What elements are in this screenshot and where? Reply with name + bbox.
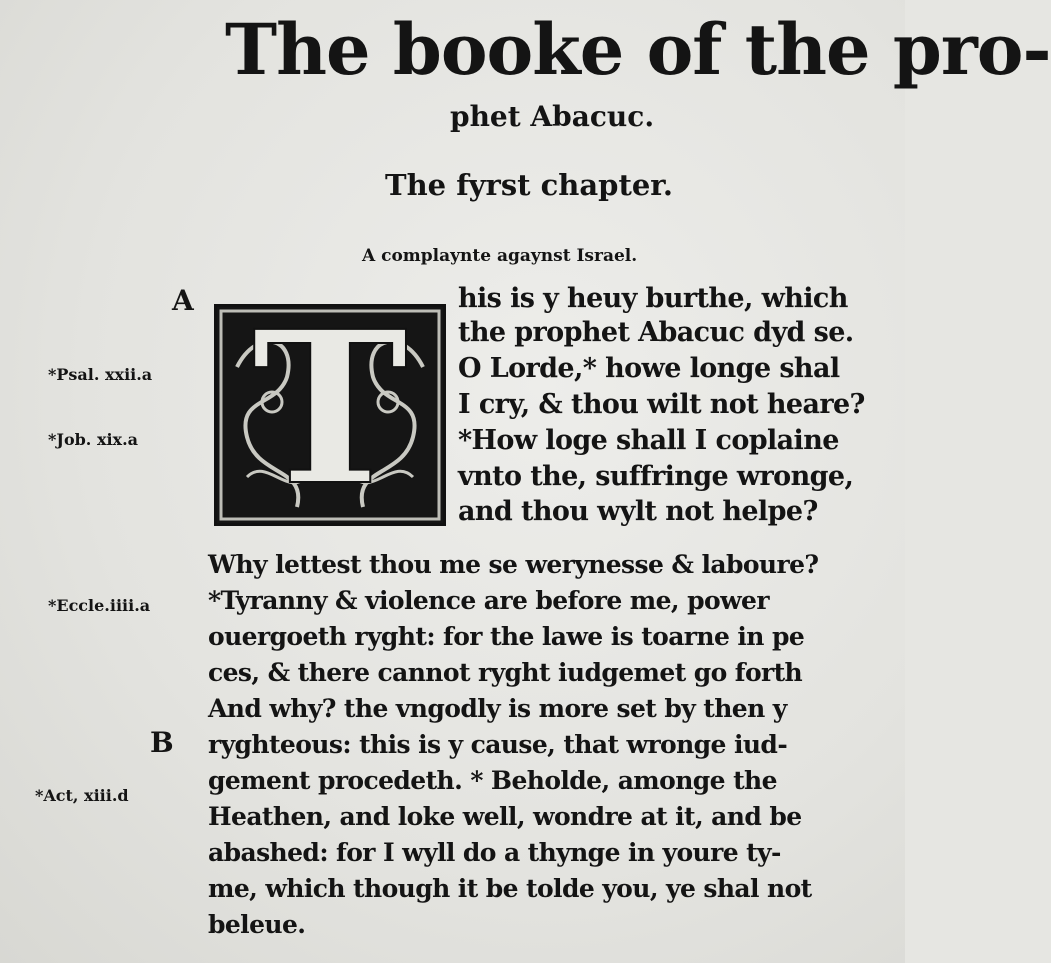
- margin-letter-a: A: [172, 284, 194, 317]
- text-line: abashed: for I wyll do a thynge in youre ty-: [208, 838, 781, 867]
- text-line: beleue.: [208, 910, 306, 939]
- text-line: ryghteous: this is y cause, that wronge iud-: [208, 730, 788, 759]
- chapter-summary: A complaynte agaynst Israel.: [362, 246, 638, 266]
- chapter-heading: The fyrst chapter.: [385, 168, 674, 202]
- text-line: Heathen, and loke well, wondre at it, and be: [208, 802, 802, 831]
- text-line: the prophet Abacuc dyd se.: [458, 317, 854, 348]
- text-line: *How loge shall I coplaine: [458, 425, 839, 456]
- margin-note: *Job. xix.a: [48, 430, 139, 449]
- book-title-continued: phet Abacuc.: [450, 100, 655, 133]
- text-line: Why lettest thou me se werynesse & laboure?: [208, 550, 819, 579]
- text-line: I cry, & thou wilt not heare?: [458, 389, 865, 420]
- text-line: and thou wylt not helpe?: [458, 496, 818, 527]
- book-title: The booke of the pro-: [225, 8, 1051, 91]
- text-line: ces, & there cannot ryght iudgemet go forth: [208, 658, 803, 687]
- text-line: And why? the vngodly is more set by then y: [208, 694, 787, 723]
- margin-note: *Act, xiii.d: [35, 786, 129, 805]
- text-line: me, which though it be tolde you, ye shal not: [208, 874, 812, 903]
- text-line: gement procedeth. * Beholde, amonge the: [208, 766, 777, 795]
- initial-letter: T: [251, 285, 409, 532]
- text-line: ouergoeth ryght: for the lawe is toarne in pe: [208, 622, 805, 651]
- text-line: *Tyranny & violence are before me, power: [208, 586, 769, 615]
- text-line: his is y heuy burthe, which: [458, 283, 848, 314]
- decorated-initial: [214, 285, 446, 532]
- text-line: O Lorde,* howe longe shal: [458, 353, 840, 384]
- margin-letter-b: B: [150, 726, 174, 759]
- text-line: vnto the, suffringe wronge,: [458, 461, 854, 492]
- margin-note: *Psal. xxii.a: [48, 365, 153, 384]
- margin-note: *Eccle.iiii.a: [48, 596, 151, 615]
